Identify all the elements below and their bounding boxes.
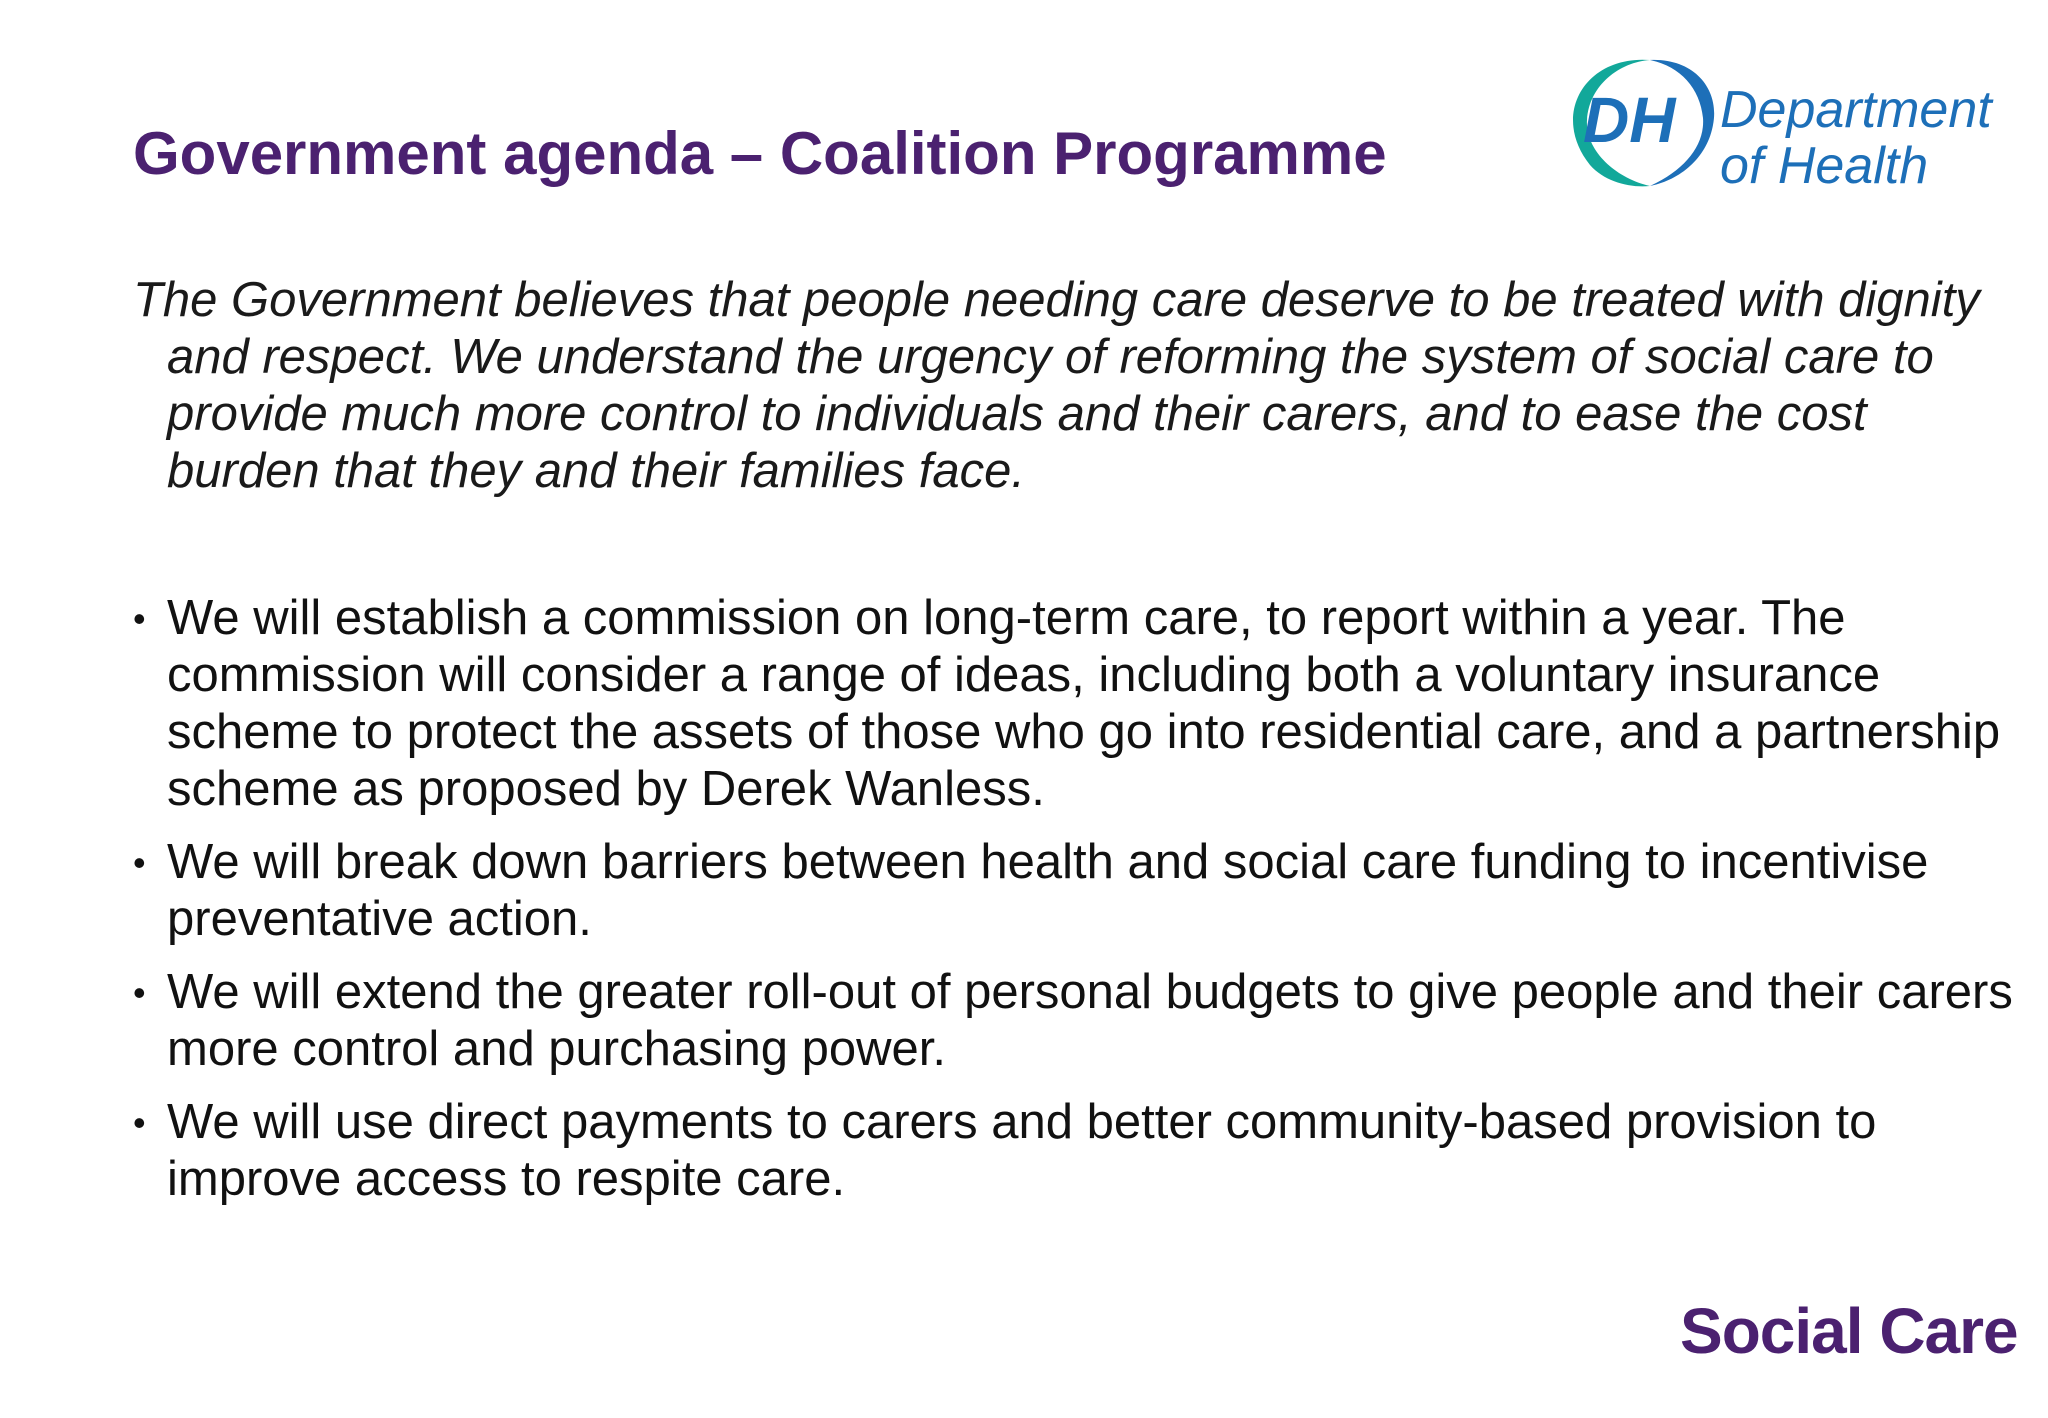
bullet-list (133, 590, 2013, 1224)
bullet-dot-icon: • (133, 972, 146, 1013)
intro-paragraph: The Government believes that people needing care deserve to be treated with dignity and respect. We understand the urgency of reforming the system of social care to provide much more control to individuals and their carers, and to ease the cost burden that they and their families face. (133, 273, 1980, 498)
bullet-item (133, 1094, 2013, 1208)
bullet-dot-icon: • (133, 598, 146, 639)
slide-title: Government agenda – Coalition Programme (133, 120, 1387, 187)
bullet-item (133, 964, 2013, 1078)
department-of-health-logo (1545, 40, 2015, 200)
bullet-text: We will extend the greater roll-out of personal budgets to give people and their carers more control and purchasing power. (167, 965, 2013, 1076)
bullet-dot-icon: • (133, 1102, 146, 1143)
bullet-item (133, 834, 2013, 948)
logo-line-of-health: of Health (1720, 137, 1929, 195)
bullet-text: We will use direct payments to carers and better community-based provision to improve access to respite care. (167, 1095, 1877, 1206)
logo-line-department: Department (1720, 81, 1992, 139)
bullet-dot-icon: • (133, 842, 146, 883)
bullet-item (133, 590, 2013, 818)
logo-mark: DH (1583, 84, 1676, 156)
bullet-text: We will break down barriers between health and social care funding to incentivise preventative action. (167, 835, 1929, 946)
social-care-brand: Social Care (1680, 1295, 2018, 1367)
bullet-text: We will establish a commission on long-term care, to report within a year. The commission will consider a range of ideas, including both a voluntary insurance scheme to protect the assets of those who go into residential care, and a partnership scheme as proposed by Derek Wanless. (167, 591, 2001, 816)
logo-text (1720, 82, 1992, 194)
